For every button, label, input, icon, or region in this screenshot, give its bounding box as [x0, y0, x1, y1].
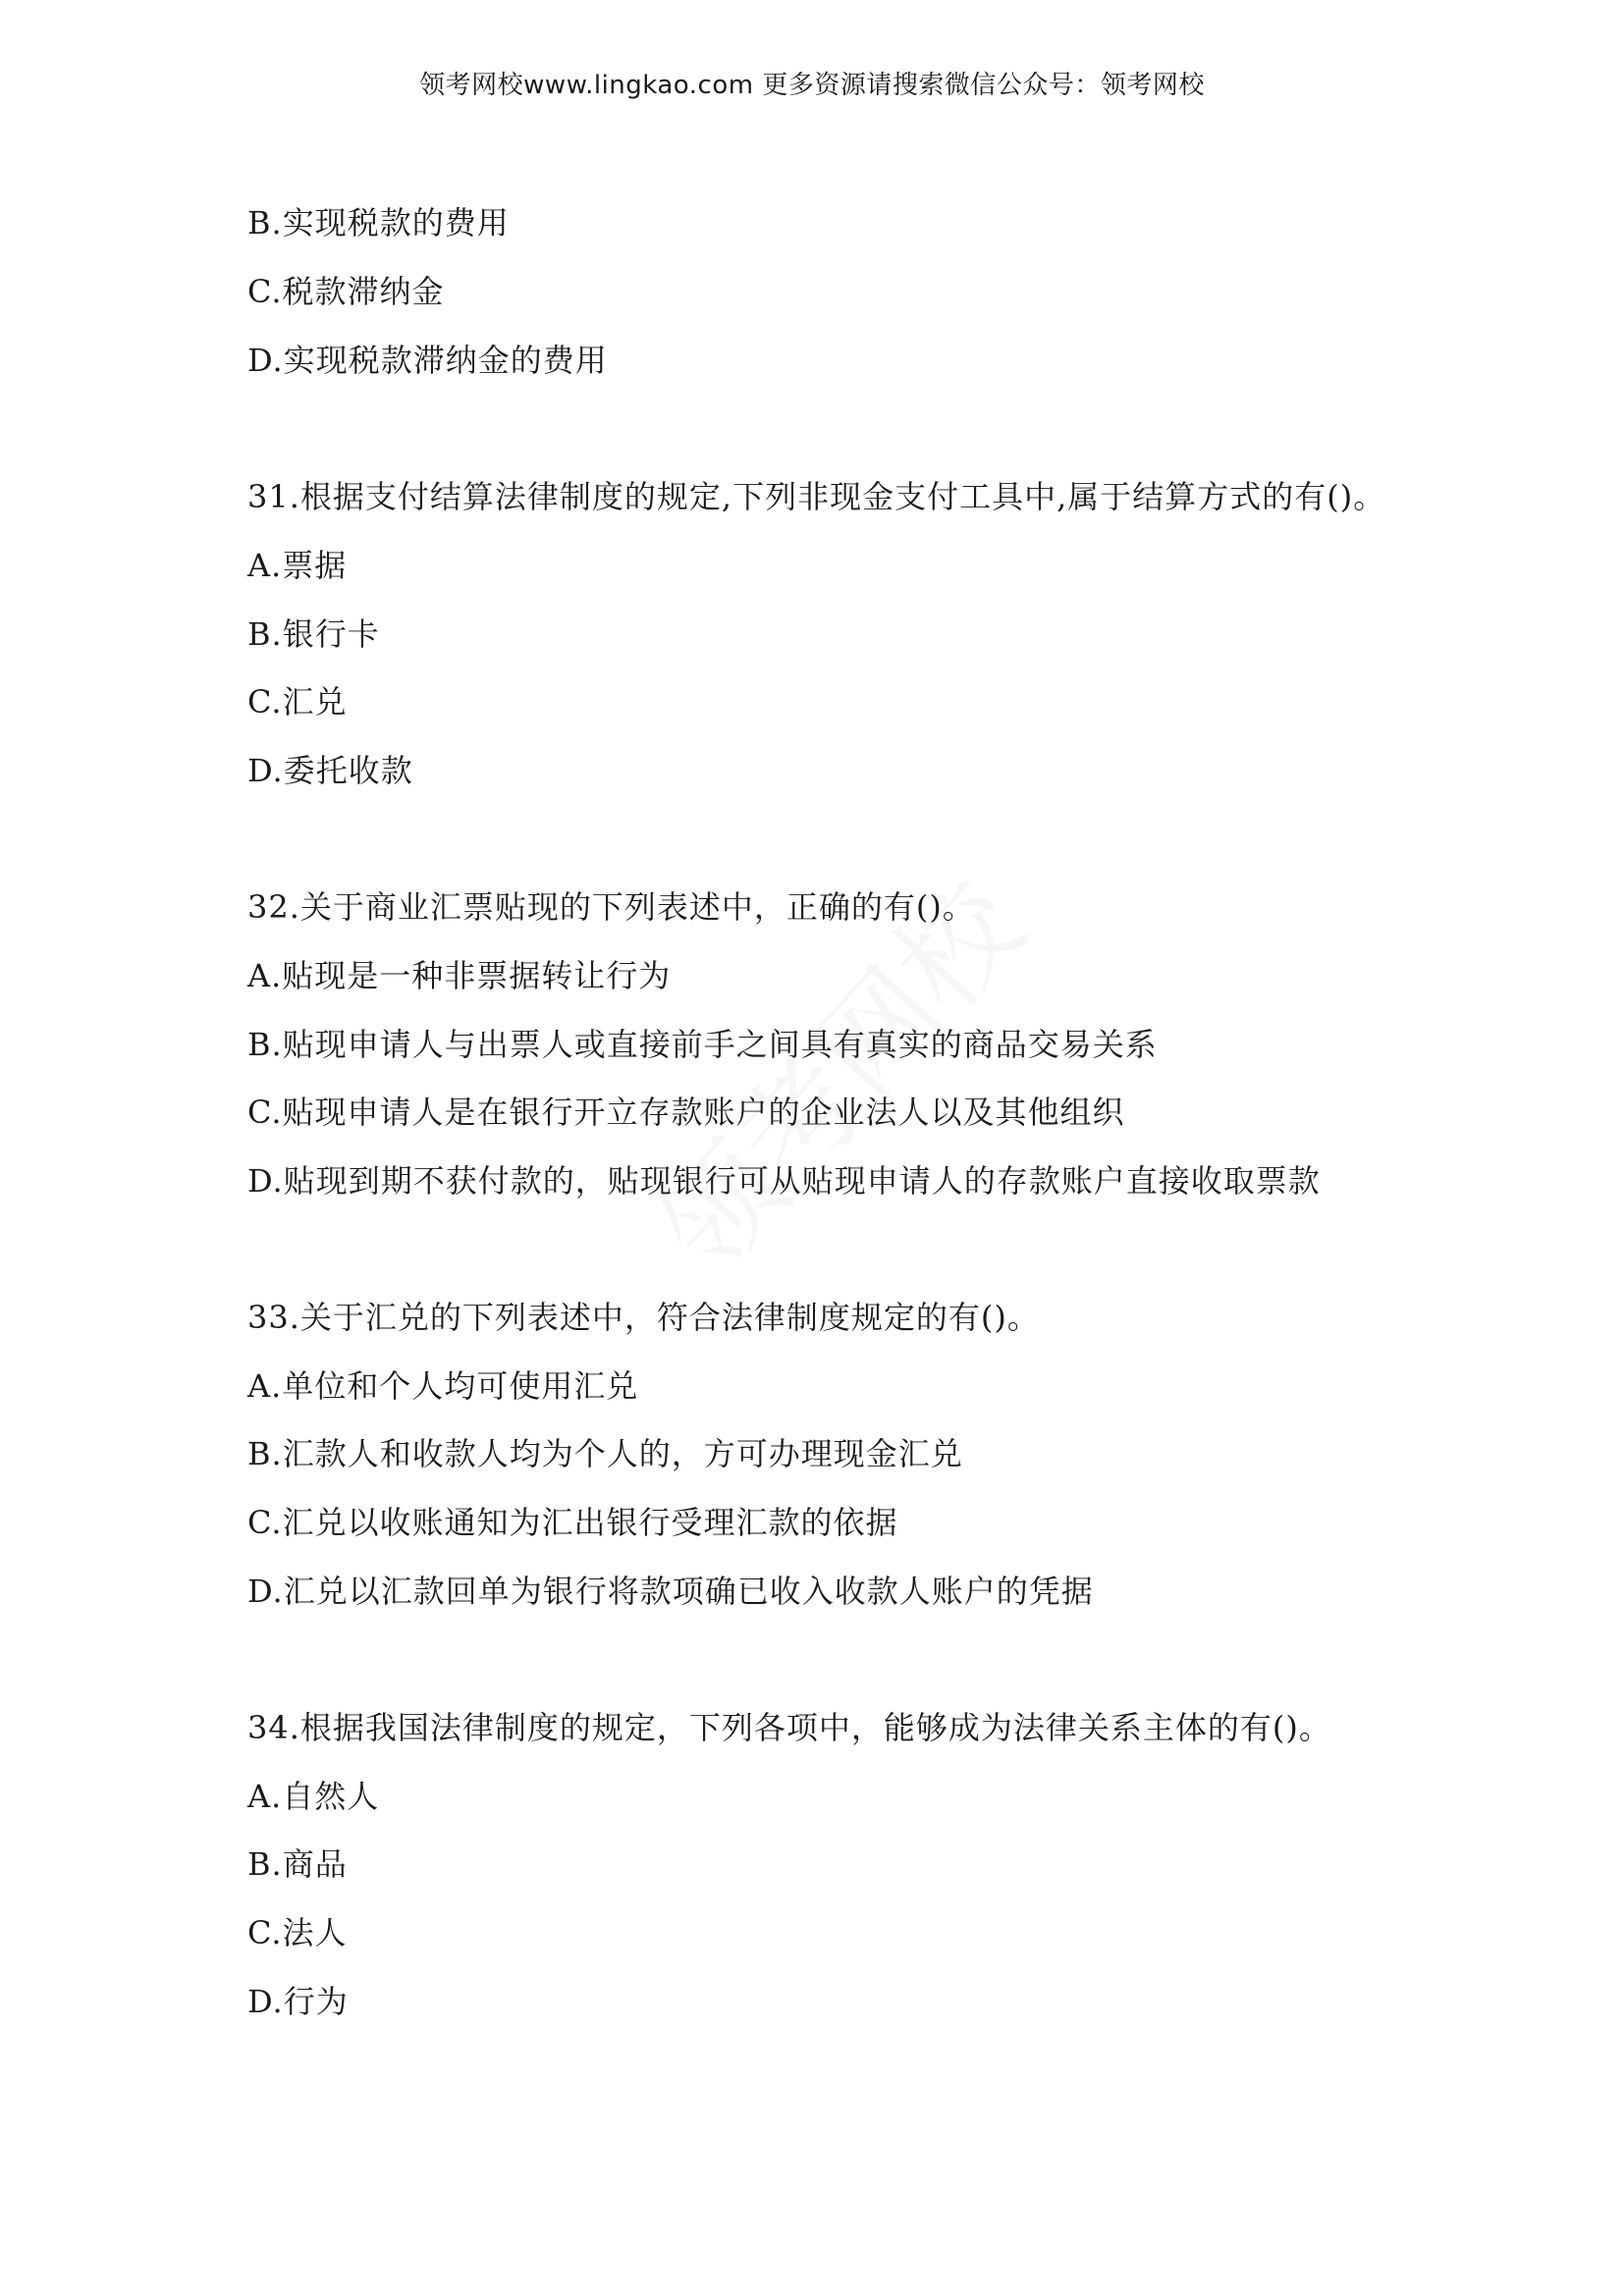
q30-option-c: C.税款滞纳金 — [247, 273, 445, 310]
q32-option-a: A.贴现是一种非票据转让行为 — [247, 957, 672, 994]
q31-stem: 31.根据支付结算法律制度的规定,下列非现金支付工具中,属于结算方式的有()。 — [247, 478, 1386, 515]
q33-option-a: A.单位和个人均可使用汇兑 — [247, 1367, 639, 1405]
q33-option-c: C.汇兑以收账通知为汇出银行受理汇款的依据 — [247, 1504, 898, 1541]
q34-option-b: B.商品 — [247, 1845, 348, 1883]
q34-option-a: A.自然人 — [247, 1778, 380, 1815]
q31-option-d: D.委托收款 — [247, 752, 413, 789]
q33-option-b: B.汇款人和收款人均为个人的，方可办理现金汇兑 — [247, 1435, 963, 1472]
q30-option-d: D.实现税款滞纳金的费用 — [247, 342, 608, 379]
q34-option-c: C.法人 — [247, 1914, 348, 1951]
page-header: 领考网校www.lingkao.com 更多资源请搜索微信公众号：领考网校 — [419, 71, 1205, 100]
q33-option-d: D.汇兑以汇款回单为银行将款项确已收入收款人账户的凭据 — [247, 1573, 1094, 1610]
q32-stem: 32.关于商业汇票贴现的下列表述中，正确的有()。 — [247, 888, 975, 926]
q32-option-b: B.贴现申请人与出票人或直接前手之间具有真实的商品交易关系 — [247, 1026, 1158, 1063]
q32-option-d: D.贴现到期不获付款的，贴现银行可从贴现申请人的存款账户直接收取票款 — [247, 1162, 1321, 1200]
q30-option-b: B.实现税款的费用 — [247, 204, 510, 241]
q32-option-c: C.贴现申请人是在银行开立存款账户的企业法人以及其他组织 — [247, 1094, 1125, 1131]
q31-option-a: A.票据 — [247, 547, 348, 584]
q34-option-d: D.行为 — [247, 1983, 349, 2020]
q34-stem: 34.根据我国法律制度的规定，下列各项中，能够成为法律关系主体的有()。 — [247, 1709, 1331, 1746]
q33-stem: 33.关于汇兑的下列表述中，符合法律制度规定的有()。 — [247, 1299, 1040, 1336]
watermark — [574, 795, 1114, 1364]
q31-option-b: B.银行卡 — [247, 615, 380, 653]
q31-option-c: C.汇兑 — [247, 683, 348, 721]
